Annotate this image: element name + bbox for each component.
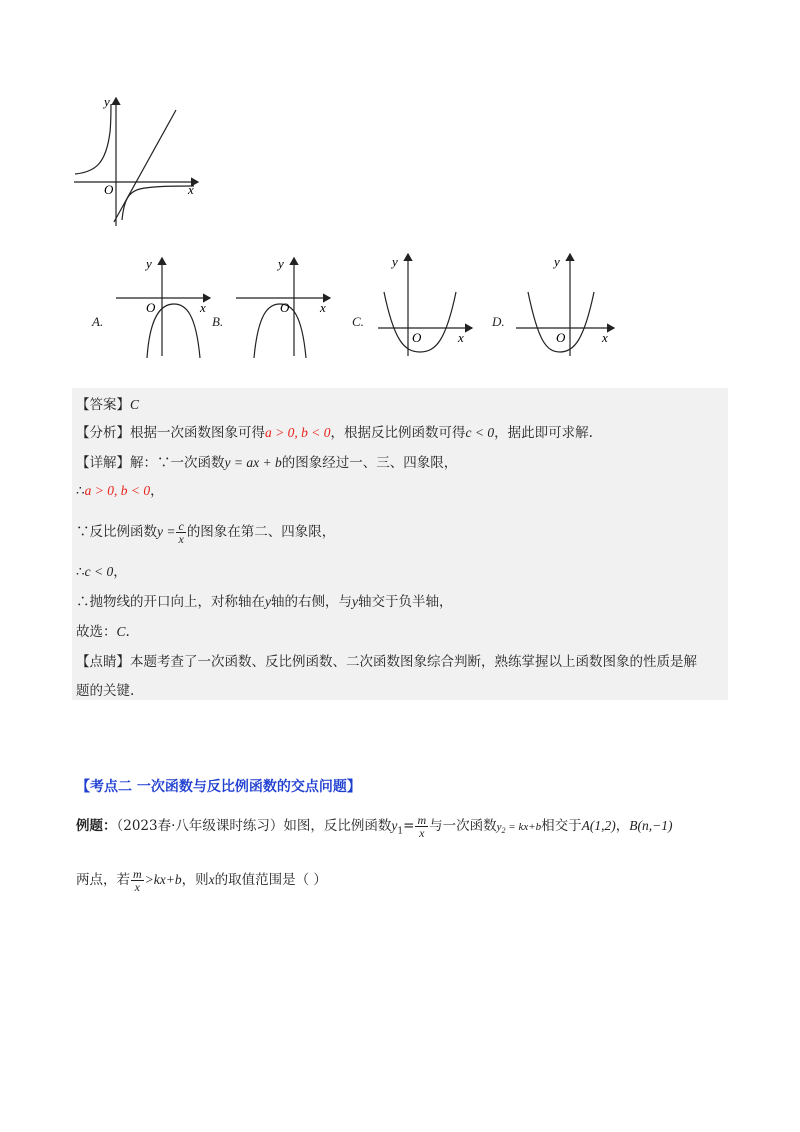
x-axis-label: x xyxy=(458,330,464,345)
option-b-graph[interactable] xyxy=(232,254,336,360)
comment-line-2: 题的关键. xyxy=(76,683,135,699)
option-c-label[interactable]: C. xyxy=(352,314,364,329)
answer-line: 【答案】C xyxy=(76,397,140,413)
option-a-label[interactable]: A. xyxy=(92,314,104,329)
y-axis-label: y xyxy=(104,94,110,109)
origin-label: O xyxy=(412,330,422,345)
origin-label: O xyxy=(556,330,566,345)
x-axis-label: x xyxy=(602,330,608,345)
detail-line-2: ∴a > 0, b < 0， xyxy=(76,483,164,499)
x-axis-label: x xyxy=(200,300,206,315)
function-graph xyxy=(70,92,210,232)
example-line-2: 两点，若 $\frac{m}{x}$ >kx+b，则x的取值范围是（ ） xyxy=(76,867,327,894)
x-axis-label: x xyxy=(188,182,194,197)
option-a-graph[interactable] xyxy=(112,254,216,360)
analysis-line: 【分析】根据一次函数图象可得a > 0, b < 0，根据反比例函数可得c < 0，据此即可求解. xyxy=(76,425,593,441)
y-axis-label: y xyxy=(392,254,398,269)
option-d-label[interactable]: D. xyxy=(492,314,505,329)
hyperbola-left-branch xyxy=(75,104,111,174)
detail-line-5: ∴抛物线的开口向上，对称轴在y轴的右侧，与y轴交于负半轴， xyxy=(76,594,453,610)
x-axis-label: x xyxy=(320,300,326,315)
comment-line-1: 【点睛】本题考查了一次函数、反比例函数、二次函数图象综合判断，熟练掌握以上函数图象的性质是解 xyxy=(76,654,697,670)
detail-line-4: ∴c < 0， xyxy=(76,564,127,580)
detail-line-6: 故选：C. xyxy=(76,624,130,640)
fraction-m-over-x-inequality: $\frac{m}{x}$ xyxy=(133,867,142,894)
section-title: 【考点二 一次函数与反比例函数的交点问题】 xyxy=(76,779,361,795)
hyperbola-right-branch xyxy=(122,186,194,220)
option-b-label[interactable]: B. xyxy=(212,314,224,329)
fraction-m-over-x: $\frac{m}{x}$ xyxy=(417,813,427,840)
origin-label: O xyxy=(146,300,156,315)
detail-line-3: ∵反比例函数y = $\frac{c}{x}$ 的图象在第二、四象限， xyxy=(76,519,336,546)
y-axis-label: y xyxy=(146,256,152,271)
option-d-graph[interactable] xyxy=(512,250,620,360)
linear-function-line xyxy=(114,110,176,222)
detail-line-1: 【详解】解：∵一次函数y = ax + b的图象经过一、三、四象限， xyxy=(76,455,458,471)
option-c-graph[interactable] xyxy=(374,250,478,360)
example-line-1: 例题：（2023春·八年级课时练习）如图，反比例函数$y_1=$ $\frac{m}{x}$ 与一次函数$y_2 = kx+b$相交于A(1,2)，B(n,−1) xyxy=(76,813,673,840)
fraction-c-over-x: $\frac{c}{x}$ xyxy=(178,519,184,546)
y-axis-label: y xyxy=(554,254,560,269)
y-axis-label: y xyxy=(278,256,284,271)
origin-label: O xyxy=(104,182,114,197)
origin-label: O xyxy=(280,300,290,315)
